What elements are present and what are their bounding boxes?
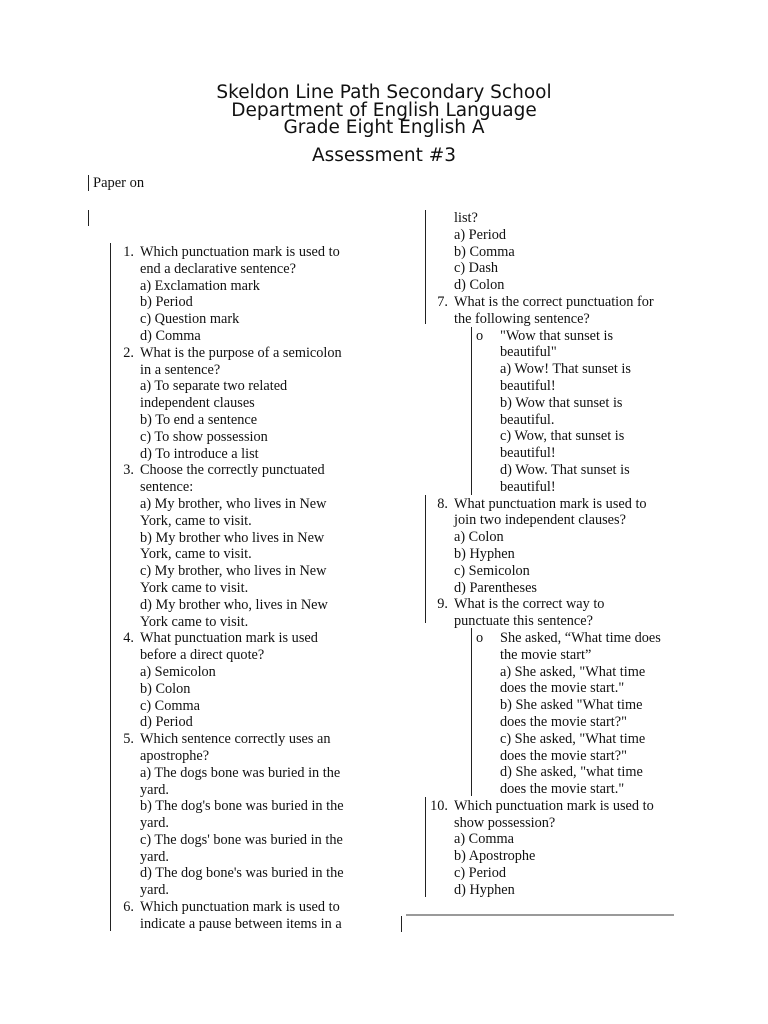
course-name: Grade Eight English A: [283, 117, 485, 138]
question-8: 8. What punctuation mark is used to join two independent clauses? a) Colon b) Hyphen c) Semicolon d) Parentheses: [437, 495, 647, 596]
question-9: 9. What is the correct way to punctuate this sentence? o She asked, “What time does the movie start” a) She asked, "What time does the movie start." b) She asked "What time does the movie start?" c) She asked, "What time does the movie start?" d) She asked, "what time does the movie start.": [424, 596, 694, 798]
left-column: [110, 244, 410, 933]
bullet-icon: o: [476, 629, 484, 646]
change-bar: [88, 210, 89, 226]
question-4: 4. What punctuation mark is used before a direct quote? a) Semicolon b) Colon c) Comma d) Period: [123, 630, 318, 731]
paper-label: Paper on: [93, 175, 145, 191]
school-name: Skeldon Line Path Secondary School: [216, 82, 552, 103]
question-7-sublist: o "Wow that sunset is beautiful" a) Wow! That sunset is beautiful! b) Wow that sunset is beautiful. c) Wow, that sunset is beautiful! d) Wow. That sunset is beautiful!: [476, 327, 631, 495]
question-6: 6. Which punctuation mark is used to indicate a pause between items in a: [123, 899, 342, 932]
question-10: 10. Which punctuation mark is used to show possession? a) Comma b) Apostrophe c) Period d) Hyphen: [430, 797, 654, 898]
question-9-sublist: o She asked, “What time does the movie start” a) She asked, "What time does the movie start." b) She asked "What time does the movie start?" c) She asked, "What time does the movie start?" d) She asked, "what time does the movie start.": [476, 629, 661, 798]
right-column: [424, 210, 694, 899]
question-6-continuation: list? a) Period b) Comma c) Dash d) Colon: [454, 210, 515, 294]
change-bar: [88, 175, 89, 191]
question-1: 1. Which punctuation mark is used to end a declarative sentence? a) Exclamation mark b) Period c) Question mark d) Comma: [123, 244, 340, 344]
horizontal-rule: [406, 914, 674, 916]
question-5: 5. Which sentence correctly uses an apostrophe? a) The dogs bone was buried in the yard. b) The dog's bone was buried in the yard. c) The dogs' bone was buried in the yard. d) The dog bone's was buried in the yard.: [123, 731, 344, 899]
bullet-icon: o: [476, 327, 484, 344]
question-3: 3. Choose the correctly punctuated sentence: a) My brother, who lives in New York, came to visit. b) My brother who lives in New York, came to visit. c) My brother, who lives in New York came to visit. d) My brother who, lives in New York came to visit.: [123, 462, 328, 630]
document-header: [0, 84, 768, 137]
assessment-title: Assessment #3: [311, 145, 457, 166]
department-name: Department of English Language: [231, 99, 537, 121]
question-7: 7. What is the correct punctuation for the following sentence? o "Wow that sunset is beautiful" a) Wow! That sunset is beautiful! b) Wow that sunset is beautiful. c) Wow, that sunset is beautiful! d) Wow. That sunset is beautiful!: [424, 294, 694, 496]
question-2: 2. What is the purpose of a semicolon in a sentence? a) To separate two related independent clauses b) To end a sentence c) To show possession d) To introduce a list: [123, 344, 342, 462]
